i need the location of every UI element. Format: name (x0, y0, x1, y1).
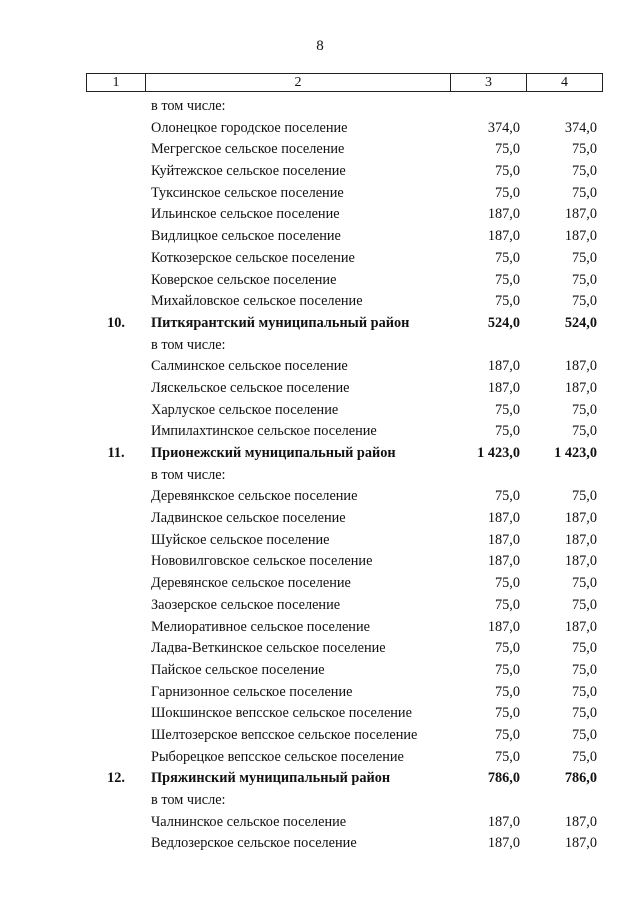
table-row (0, 421, 640, 443)
row-number: 10. (107, 314, 125, 331)
row-value-col3: 187,0 (487, 531, 520, 548)
table-row (0, 703, 640, 725)
table-row (0, 400, 640, 422)
table-row (0, 595, 640, 617)
row-value-col4: 187,0 (564, 228, 597, 245)
row-value-col3: 187,0 (487, 379, 520, 396)
table-body (0, 96, 640, 855)
row-value-col3: 75,0 (494, 163, 520, 180)
row-value-col3: 75,0 (494, 249, 520, 266)
row-name: Михайловское сельское поселение (151, 293, 363, 310)
row-value-col3: 187,0 (487, 206, 520, 223)
table-row (0, 118, 640, 140)
row-value-col4: 75,0 (571, 293, 597, 310)
table-row (0, 270, 640, 292)
row-value-col4: 786,0 (564, 770, 597, 787)
table-row (0, 573, 640, 595)
table-row (0, 226, 640, 248)
row-value-col4: 75,0 (571, 141, 597, 158)
row-value-col4: 75,0 (571, 661, 597, 678)
row-name: в том числе: (151, 336, 226, 353)
row-name: Видлицкое сельское поселение (151, 228, 341, 245)
row-value-col3: 75,0 (494, 748, 520, 765)
row-value-col4: 75,0 (571, 726, 597, 743)
row-name: Шокшинское вепсское сельское поселение (151, 705, 412, 722)
row-value-col3: 75,0 (494, 271, 520, 288)
table-row (0, 551, 640, 573)
row-value-col4: 187,0 (564, 553, 597, 570)
row-value-col4: 187,0 (564, 835, 597, 852)
row-name: Прионежский муниципальный район (151, 445, 396, 461)
row-number: 11. (107, 445, 125, 461)
row-name: Харлуское сельское поселение (151, 401, 339, 418)
row-value-col3: 187,0 (487, 228, 520, 245)
table-row (0, 139, 640, 161)
row-value-col3: 75,0 (494, 423, 520, 440)
table-row (0, 248, 640, 270)
row-value-col4: 187,0 (564, 510, 597, 527)
row-name: Пряжинский муниципальный район (151, 770, 391, 787)
row-value-col4: 75,0 (571, 249, 597, 266)
row-value-col3: 75,0 (494, 401, 520, 418)
table-row (0, 638, 640, 660)
table-row (0, 747, 640, 769)
column-header-row (87, 74, 603, 92)
row-value-col3: 75,0 (494, 141, 520, 158)
table-row (0, 183, 640, 205)
row-value-col3: 75,0 (494, 640, 520, 657)
row-name: Ладва-Веткинское сельское поселение (151, 640, 386, 657)
column-header-table (86, 73, 603, 92)
column-header-1: 1 (87, 74, 146, 92)
row-value-col3: 187,0 (487, 510, 520, 527)
row-value-col3: 187,0 (487, 618, 520, 635)
row-name: Олонецкое городское поселение (151, 119, 348, 136)
row-value-col4: 75,0 (571, 596, 597, 613)
row-name: Коверское сельское поселение (151, 271, 337, 288)
table-row (0, 768, 640, 790)
row-value-col3: 187,0 (487, 835, 520, 852)
row-value-col4: 187,0 (564, 379, 597, 396)
row-number: 12. (107, 770, 125, 787)
table-row (0, 833, 640, 855)
column-header-4: 4 (527, 74, 603, 92)
row-value-col3: 75,0 (494, 293, 520, 310)
row-value-col4: 75,0 (571, 748, 597, 765)
row-name: Коткозерское сельское поселение (151, 249, 355, 266)
table-row (0, 356, 640, 378)
row-value-col4: 1 423,0 (554, 445, 597, 461)
table-row (0, 378, 640, 400)
row-value-col3: 75,0 (494, 184, 520, 201)
table-row (0, 443, 640, 465)
table-row (0, 682, 640, 704)
row-value-col4: 75,0 (571, 575, 597, 592)
row-name: Шуйское сельское поселение (151, 531, 330, 548)
row-name: Куйтежское сельское поселение (151, 163, 346, 180)
row-value-col4: 75,0 (571, 683, 597, 700)
table-row (0, 812, 640, 834)
row-value-col4: 75,0 (571, 705, 597, 722)
row-value-col4: 75,0 (571, 423, 597, 440)
row-name: Пайское сельское поселение (151, 661, 325, 678)
row-value-col3: 187,0 (487, 553, 520, 570)
column-header-2: 2 (146, 74, 451, 92)
table-row (0, 617, 640, 639)
row-value-col4: 374,0 (564, 119, 597, 136)
table-row (0, 313, 640, 335)
row-name: Импилахтинское сельское поселение (151, 423, 377, 440)
row-value-col4: 75,0 (571, 271, 597, 288)
row-name: Салминское сельское поселение (151, 358, 348, 375)
row-value-col4: 187,0 (564, 531, 597, 548)
row-name: Питкярантский муниципальный район (151, 314, 410, 331)
row-value-col4: 75,0 (571, 640, 597, 657)
row-value-col3: 75,0 (494, 596, 520, 613)
row-name: Шелтозерское вепсское сельское поселение (151, 726, 418, 743)
row-name: Ляскельское сельское поселение (151, 379, 350, 396)
row-value-col3: 374,0 (487, 119, 520, 136)
row-value-col3: 75,0 (494, 575, 520, 592)
row-value-col3: 1 423,0 (477, 445, 520, 461)
table-row (0, 291, 640, 313)
row-value-col4: 187,0 (564, 813, 597, 830)
row-value-col3: 524,0 (487, 314, 520, 331)
row-name: Деревянское сельское поселение (151, 575, 351, 592)
row-value-col4: 187,0 (564, 358, 597, 375)
row-name: в том числе: (151, 98, 226, 114)
row-value-col3: 187,0 (487, 358, 520, 375)
row-value-col4: 187,0 (564, 618, 597, 635)
row-name: Заозерское сельское поселение (151, 596, 341, 613)
table-row (0, 161, 640, 183)
table-row (0, 335, 640, 357)
row-name: Гарнизонное сельское поселение (151, 683, 353, 700)
row-value-col4: 75,0 (571, 488, 597, 505)
table-row (0, 790, 640, 812)
table-row (0, 204, 640, 226)
row-value-col4: 75,0 (571, 163, 597, 180)
row-name: в том числе: (151, 466, 226, 483)
table-row (0, 530, 640, 552)
row-value-col3: 187,0 (487, 813, 520, 830)
row-value-col3: 786,0 (487, 770, 520, 787)
row-name: Ведлозерское сельское поселение (151, 835, 357, 852)
row-name: Нововилговское сельское поселение (151, 553, 373, 570)
row-value-col3: 75,0 (494, 705, 520, 722)
table-row (0, 486, 640, 508)
row-name: Мелиоративное сельское поселение (151, 618, 370, 635)
row-name: Ильинское сельское поселение (151, 206, 340, 223)
row-value-col3: 75,0 (494, 661, 520, 678)
row-value-col4: 75,0 (571, 184, 597, 201)
row-name: Чалнинское сельское поселение (151, 813, 347, 830)
column-header-3: 3 (451, 74, 527, 92)
row-name: Ладвинское сельское поселение (151, 510, 346, 527)
row-name: Туксинское сельское поселение (151, 184, 344, 201)
row-value-col3: 75,0 (494, 683, 520, 700)
row-value-col4: 187,0 (564, 206, 597, 223)
page-number: 8 (316, 38, 324, 54)
table-row (0, 725, 640, 747)
row-value-col3: 75,0 (494, 488, 520, 505)
row-name: Мегрегское сельское поселение (151, 141, 345, 158)
row-value-col4: 75,0 (571, 401, 597, 418)
row-name: в том числе: (151, 792, 226, 808)
row-name: Деревянкское сельское поселение (151, 488, 358, 505)
row-value-col3: 75,0 (494, 726, 520, 743)
row-name: Рыборецкое вепсское сельское поселение (151, 748, 404, 765)
table-row (0, 660, 640, 682)
row-value-col4: 524,0 (564, 314, 597, 331)
table-row (0, 96, 640, 118)
table-row (0, 465, 640, 487)
table-row (0, 508, 640, 530)
